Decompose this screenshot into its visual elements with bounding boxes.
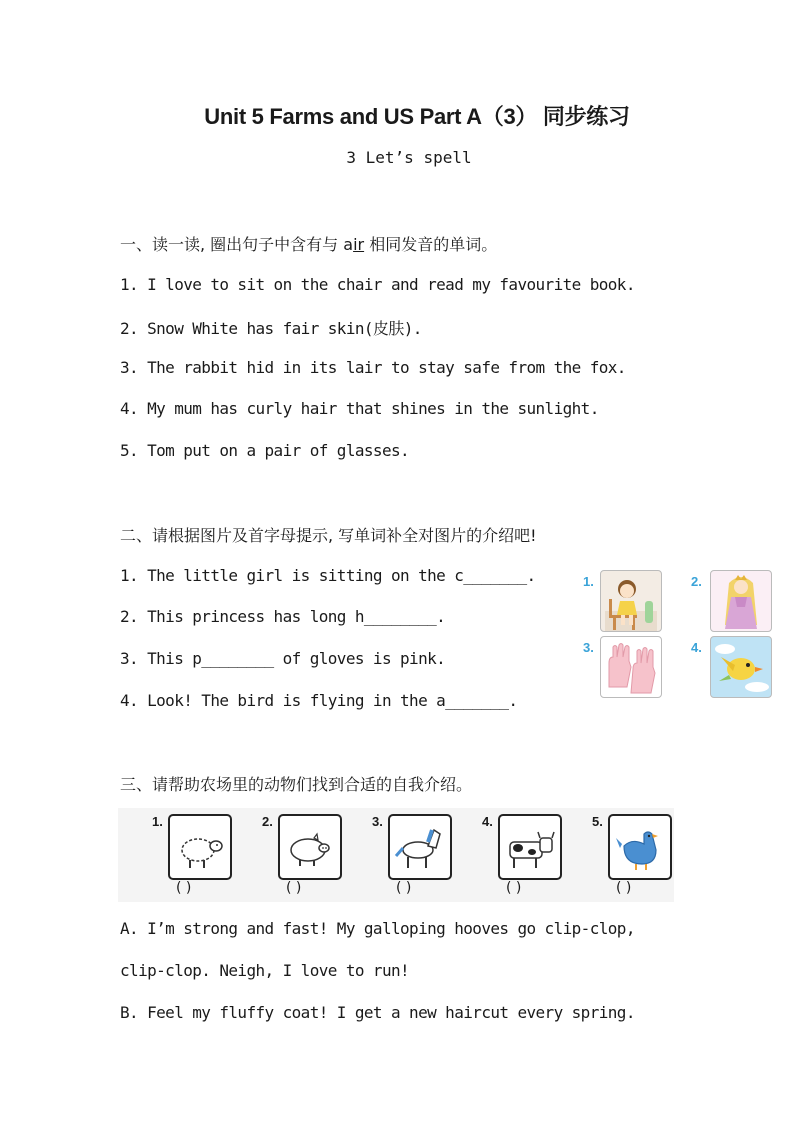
answer-blank-3[interactable]: ( ) (396, 880, 412, 896)
animal-number-2: 2. (262, 814, 273, 829)
section1-item-3: 3. The rabbit hid in its lair to stay safe from the fox. (120, 358, 626, 377)
animal-number-1: 1. (152, 814, 163, 829)
section1-item-2: 2. Snow White has fair skin(皮肤). (120, 319, 422, 338)
picture-number-4: 4. (691, 640, 702, 655)
animal-cell-5 (558, 808, 658, 902)
bird-icon (710, 636, 772, 698)
answer-blank-5[interactable]: ( ) (616, 880, 632, 896)
answer-blank-2[interactable]: ( ) (286, 880, 302, 896)
answer-blank-1[interactable]: ( ) (176, 880, 192, 896)
animal-cell-1 (118, 808, 218, 902)
animal-number-3: 3. (372, 814, 383, 829)
option-a-line-1: A. I’m strong and fast! My galloping hooves go clip-clop, (120, 919, 635, 938)
horse-icon (388, 814, 452, 880)
section2-item-4: 4. Look! The bird is flying in the a_______. (120, 691, 518, 710)
section1-item-5: 5. Tom put on a pair of glasses. (120, 441, 410, 460)
picture-number-2: 2. (691, 574, 702, 589)
option-b-line: B. Feel my fluffy coat! I get a new haircut every spring. (120, 1003, 635, 1022)
section2-item-2: 2. This princess has long h________. (120, 607, 446, 626)
section2-heading: 二、请根据图片及首字母提示, 写单词补全对图片的介绍吧! (120, 526, 537, 545)
option-a-line-2: clip-clop. Neigh, I love to run! (120, 961, 410, 980)
cow-icon (498, 814, 562, 880)
hen-icon (608, 814, 672, 880)
sheep-icon (168, 814, 232, 880)
animal-cell-2 (228, 808, 328, 902)
gloves-icon (600, 636, 662, 698)
picture-number-3: 3. (583, 640, 594, 655)
pig-icon (278, 814, 342, 880)
section2-item-3: 3. This p________ of gloves is pink. (120, 649, 446, 668)
girl-on-chair-icon (600, 570, 662, 632)
section2-item-1: 1. The little girl is sitting on the c_______. (120, 566, 536, 585)
section1-heading-suffix: 相同发音的单词。 (364, 235, 498, 254)
section3-heading: 三、请帮助农场里的动物们找到合适的自我介绍。 (120, 775, 473, 794)
animal-number-4: 4. (482, 814, 493, 829)
page-title: Unit 5 Farms and US Part A（3） 同步练习 (204, 104, 630, 129)
section1-heading (120, 232, 497, 255)
picture-number-1: 1. (583, 574, 594, 589)
princess-icon (710, 570, 772, 632)
animal-cell-3 (338, 808, 438, 902)
section1-heading-prefix: 一、读一读, 圈出句子中含有与 a (120, 235, 354, 254)
section1-item-1: 1. I love to sit on the chair and read my favourite book. (120, 275, 635, 294)
picture-panel (580, 568, 776, 706)
animal-cell-4 (448, 808, 548, 902)
animal-strip (118, 808, 674, 902)
section1-heading-underlined: ir (353, 235, 365, 254)
page-subtitle: 3 Let’s spell (346, 148, 472, 167)
section1-item-4: 4. My mum has curly hair that shines in the sunlight. (120, 399, 599, 418)
animal-number-5: 5. (592, 814, 603, 829)
answer-blank-4[interactable]: ( ) (506, 880, 522, 896)
